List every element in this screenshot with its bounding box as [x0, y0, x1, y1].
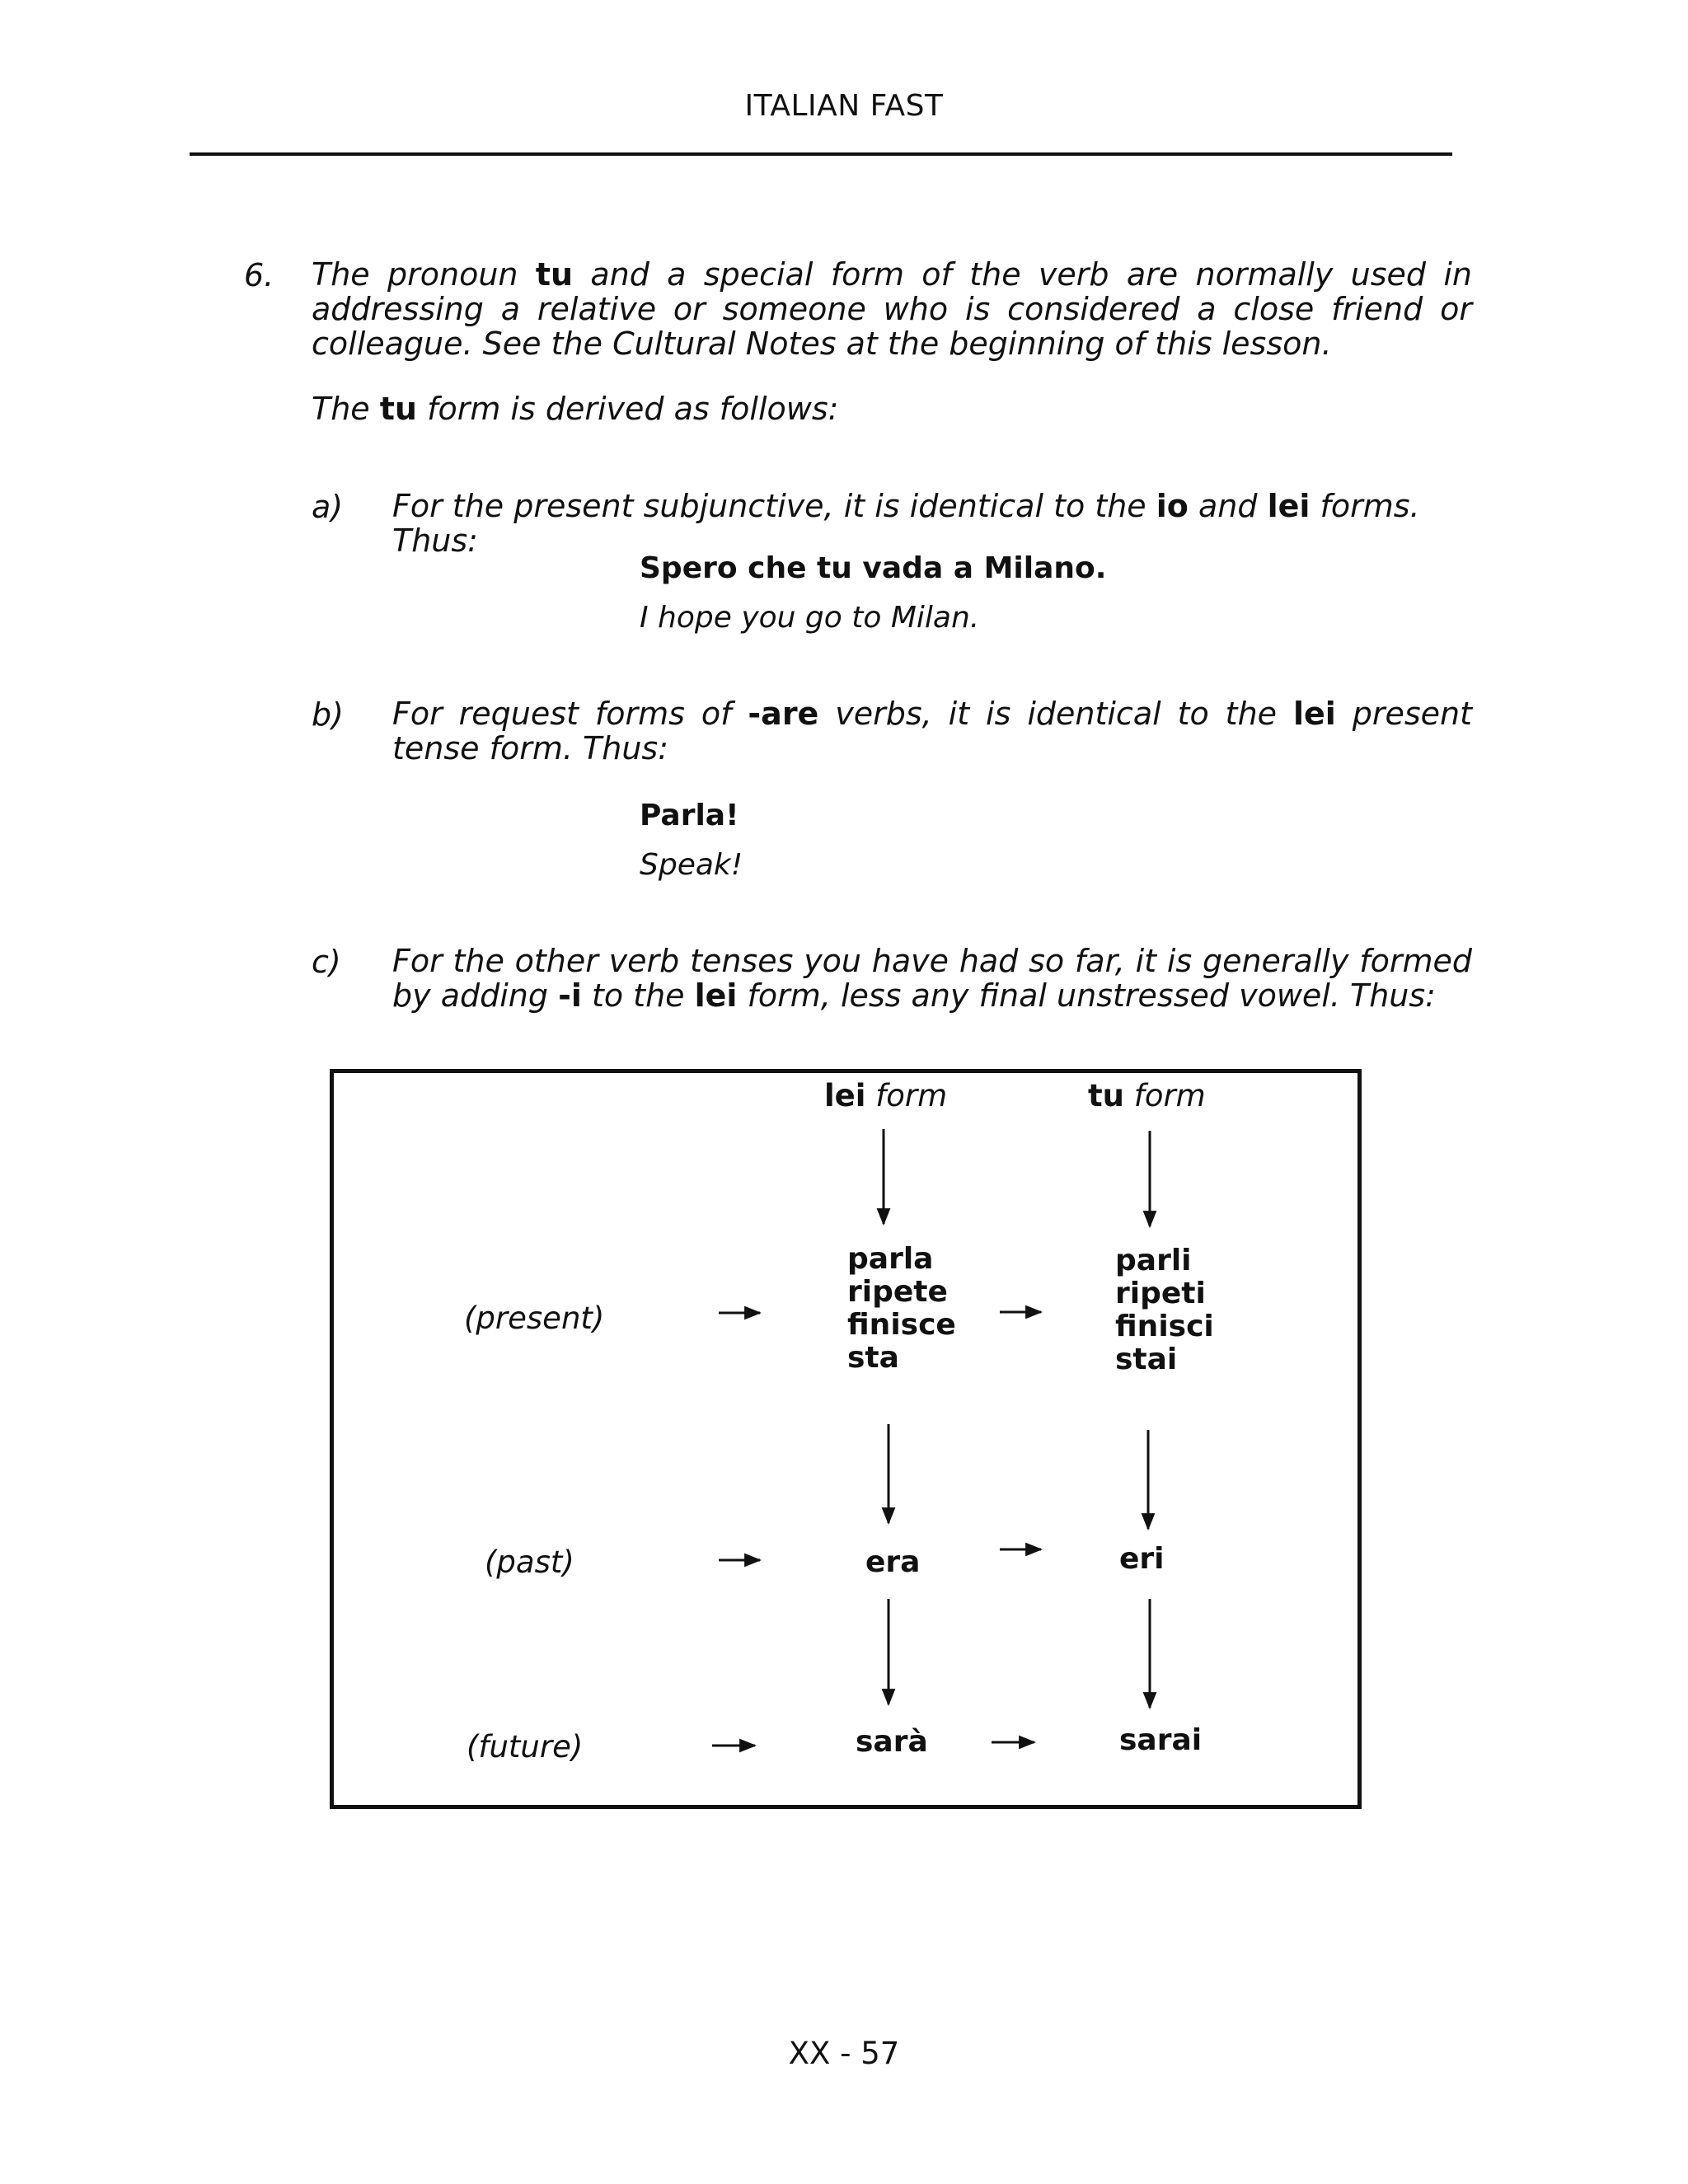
row-label-past: (past)	[485, 1544, 574, 1580]
verb-form: ripeti	[1115, 1277, 1206, 1310]
item-a-text: For the present subjunctive, it is identical to the io and lei forms. Thus:	[392, 488, 1420, 559]
derivation-intro: The tu form is derived as follows:	[312, 391, 839, 427]
running-header: ITALIAN FAST	[744, 89, 944, 123]
item-b-text: For request forms of -are verbs, it is identical to the lei present tense form. Thus:	[392, 696, 1472, 766]
section-number: 6.	[244, 257, 274, 293]
verb-form: parli	[1115, 1244, 1192, 1277]
verb-form: ripete	[847, 1275, 948, 1309]
example-italian: Parla!	[640, 799, 739, 832]
verb-form: parla	[847, 1242, 934, 1276]
page-number: XX - 57	[788, 2036, 900, 2071]
row-label-present: (present)	[464, 1301, 605, 1336]
verb-form: sta	[847, 1341, 899, 1375]
verb-form: finisci	[1115, 1310, 1214, 1343]
column-header-lei-form: lei form	[824, 1078, 948, 1113]
tu-future-form: sarai	[1119, 1723, 1203, 1757]
item-c-label: c)	[312, 944, 341, 980]
item-c-text: For the other verb tenses you have had so far, it is generally formed by adding -i to the lei form, less any final unstressed vowel. Thus:	[392, 943, 1472, 1014]
row-label-future: (future)	[467, 1729, 584, 1765]
verb-form: stai	[1115, 1343, 1178, 1376]
example-english: Speak!	[640, 848, 743, 882]
column-header-tu-form: tu form	[1088, 1078, 1206, 1113]
example-english: I hope you go to Milan.	[640, 601, 980, 635]
section-intro: The pronoun tu and a special form of the verb are normally used in addressing a relative or someone who is considered a close friend or colleague. See the Cultural Notes at the beginning of this lesson.	[312, 256, 1473, 362]
verb-form: finisce	[847, 1308, 956, 1342]
item-b-label: b)	[312, 696, 344, 733]
item-a-label: a)	[312, 489, 344, 525]
lei-future-form: sarà	[856, 1725, 928, 1759]
tu-past-form: eri	[1119, 1542, 1165, 1576]
lei-past-form: era	[865, 1545, 921, 1579]
example-italian: Spero che tu vada a Milano.	[640, 551, 1107, 585]
